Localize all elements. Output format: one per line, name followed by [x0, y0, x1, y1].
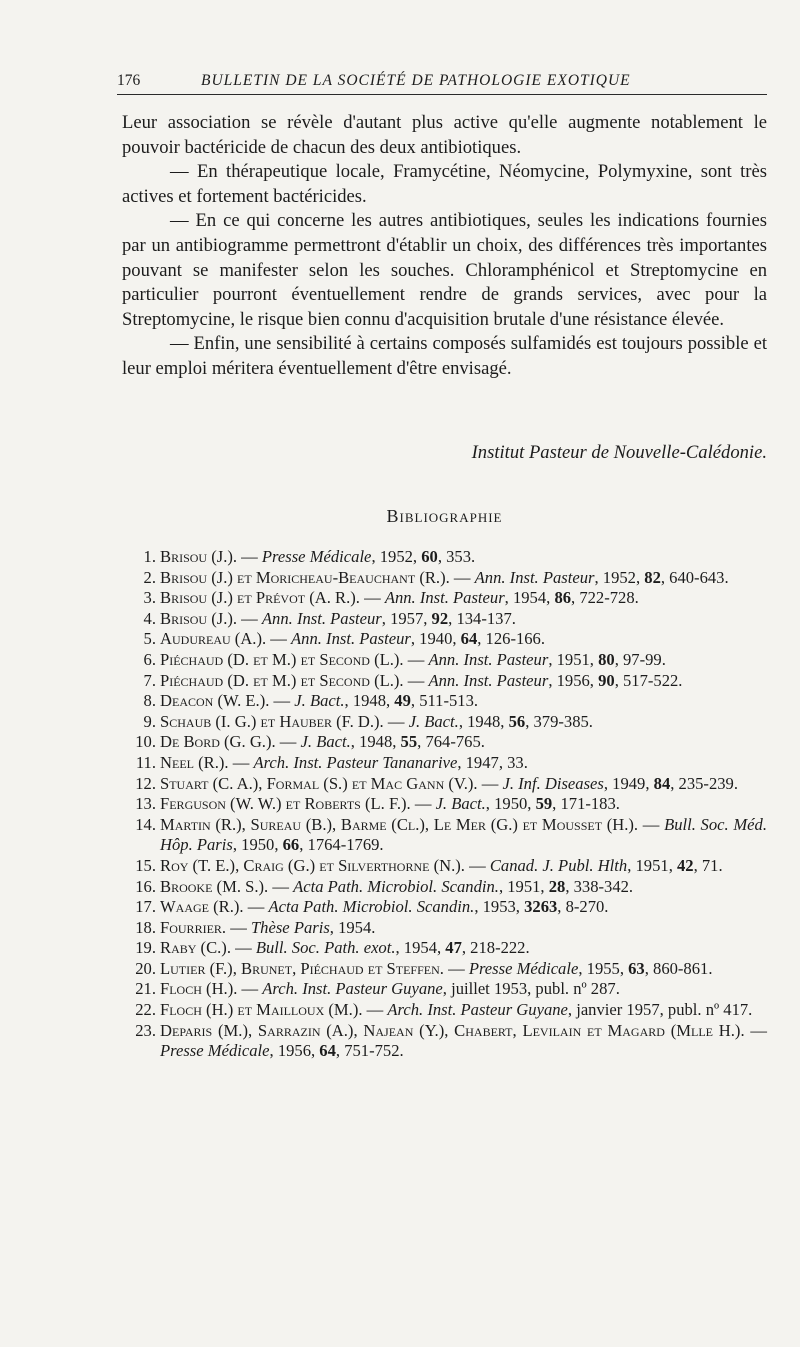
reference-pages: , 8-270.: [557, 897, 609, 917]
reference-details: , 1953,: [474, 897, 525, 917]
reference-item: [122, 918, 767, 939]
reference-details: , 1952,: [594, 567, 645, 587]
reference-details: , 1950,: [485, 794, 536, 814]
reference-volume: 63: [628, 958, 645, 978]
reference-authors: Martin (R.), Sureau (B.), Barme (Cl.), Le Mer (G.) et Mousset (H.).: [160, 814, 639, 834]
reference-item: [122, 897, 767, 918]
reference-volume: 64: [460, 629, 478, 649]
reference-details: , 1949,: [603, 773, 654, 793]
reference-source: J. Bact.: [300, 732, 351, 752]
reference-details: , 1952,: [371, 547, 422, 566]
reference-pages: , 860-861.: [644, 958, 713, 978]
reference-authors: Deacon (W. E.).: [160, 691, 270, 711]
reference-source: Bull. Soc. Path. exot.: [255, 938, 396, 958]
reference-details: , 1948,: [458, 711, 509, 731]
body-text: [122, 111, 767, 382]
paragraph: — En thérapeutique locale, Framycétine, Néomycine, Polymyxine, sont très actives et fortement bactéricides.: [122, 161, 767, 207]
reference-authors: Stuart (C. A.), Formal (S.) et Mac Gann (V.).: [160, 773, 478, 793]
reference-source: Bull. Soc. Méd. Hôp. Paris: [160, 814, 767, 855]
reference-number: 8.: [143, 691, 156, 711]
reference-item: [122, 712, 767, 733]
reference-number: 4.: [143, 608, 156, 628]
reference-source: Ann. Inst. Pasteur: [291, 629, 411, 649]
reference-details: , 1955,: [578, 958, 629, 978]
reference-details: , 1956,: [269, 1041, 320, 1061]
running-header: [117, 68, 767, 95]
reference-pages: , 517-522.: [614, 670, 683, 690]
reference-item: [122, 959, 767, 980]
reference-volume: 60: [421, 547, 438, 566]
reference-separator: —: [266, 629, 292, 649]
reference-authors: Roy (T. E.), Craig (G.) et Silverthorne (N.).: [160, 855, 465, 875]
reference-separator: —: [237, 979, 263, 999]
reference-pages: , 640-643.: [660, 567, 729, 587]
reference-number: 5.: [143, 629, 156, 649]
bibliography-title: Bibliographie: [386, 506, 503, 526]
journal-title: BULLETIN DE LA SOCIÉTÉ DE PATHOLOGIE EXOTIQUE: [201, 72, 631, 89]
reference-number: 17.: [135, 897, 156, 917]
reference-source: Arch. Inst. Pasteur Guyane: [387, 1000, 568, 1020]
reference-details: , janvier 1957, publ. nº 417.: [567, 1000, 753, 1020]
reference-separator: —: [237, 608, 262, 628]
reference-volume: 42: [676, 855, 694, 875]
reference-number: 11.: [135, 752, 156, 772]
reference-separator: —: [237, 547, 262, 566]
reference-authors: Schaub (I. G.) et Hauber (F. D.).: [160, 711, 384, 731]
reference-number: 13.: [135, 794, 156, 814]
reference-item: [122, 753, 767, 774]
reference-source: J. Bact.: [408, 711, 459, 731]
reference-authors: Ferguson (W. W.) et Roberts (L. F.).: [160, 794, 411, 814]
reference-details: , 1957,: [381, 608, 432, 628]
reference-source: Presse Médicale: [468, 958, 579, 978]
reference-separator: —: [275, 732, 301, 752]
reference-pages: , 171-183.: [552, 794, 620, 814]
reference-source: Thèse Paris: [250, 917, 330, 937]
reference-item: [122, 794, 767, 815]
reference-separator: —: [410, 794, 436, 814]
reference-item: [122, 938, 767, 959]
reference-separator: —: [230, 938, 256, 958]
reference-item: [122, 691, 767, 712]
reference-source: Ann. Inst. Pasteur: [384, 588, 505, 608]
reference-authors: Raby (C.).: [160, 938, 231, 958]
reference-authors: Brisou (J.).: [160, 608, 238, 628]
reference-pages: , 338-342.: [565, 876, 634, 896]
reference-separator: —: [403, 670, 429, 690]
reference-number: 10.: [135, 732, 156, 752]
reference-pages: , 751-752.: [335, 1041, 404, 1061]
paragraph: — Enfin, une sensibilité à certains composés sulfamidés est toujours possible et leur emploi méritera éventuellement d'être envisagé.: [122, 333, 767, 379]
reference-separator: —: [228, 752, 254, 772]
reference-number: 6.: [143, 649, 156, 669]
reference-authors: Fourrier.: [160, 917, 227, 937]
reference-item: [122, 568, 767, 589]
reference-item: [122, 650, 767, 671]
reference-separator: —: [477, 773, 503, 793]
reference-list: [122, 547, 767, 1062]
reference-number: 1.: [143, 547, 156, 566]
reference-volume: 90: [598, 670, 615, 690]
reference-authors: Waage (R.).: [160, 897, 244, 917]
reference-details: , 1948,: [350, 732, 401, 752]
reference-number: 22.: [135, 1000, 156, 1020]
reference-details: , 1951,: [548, 649, 599, 669]
reference-details: , 1954,: [395, 938, 446, 958]
reference-pages: , 235-239.: [670, 773, 738, 793]
reference-details: , 1951,: [627, 855, 677, 875]
reference-item: [122, 1000, 767, 1021]
reference-authors: Deparis (M.), Sarrazin (A.), Najean (Y.), Chabert, Levilain et Magard (Mlle H.).: [160, 1020, 745, 1040]
reference-number: 3.: [143, 588, 156, 608]
reference-separator: —: [359, 588, 385, 608]
reference-volume: 92: [431, 608, 449, 628]
reference-authors: Piéchaud (D. et M.) et Second (L.).: [160, 670, 404, 690]
reference-item: [122, 774, 767, 795]
reference-number: 12.: [135, 773, 156, 793]
reference-pages: , 134-137.: [448, 608, 516, 628]
reference-authors: Brisou (J.).: [160, 547, 238, 566]
reference-number: 7.: [143, 670, 156, 690]
reference-item: [122, 877, 767, 898]
institution-signature: Institut Pasteur de Nouvelle-Calédonie.: [471, 442, 767, 463]
reference-number: 14.: [135, 814, 156, 834]
reference-authors: De Bord (G. G.).: [160, 732, 276, 752]
reference-source: Arch. Inst. Pasteur Guyane: [262, 979, 443, 999]
reference-volume: 3263: [524, 897, 558, 917]
reference-item: [122, 588, 767, 609]
reference-authors: Floch (H.) et Mailloux (M.).: [160, 1000, 363, 1020]
reference-pages: , 97-99.: [614, 649, 666, 669]
reference-number: 19.: [135, 938, 156, 958]
reference-source: J. Bact.: [294, 691, 345, 711]
reference-separator: —: [269, 691, 295, 711]
reference-source: Canad. J. Publ. Hlth: [489, 855, 628, 875]
reference-source: Ann. Inst. Pasteur: [428, 670, 549, 690]
paragraph: Leur association se révèle d'autant plus active qu'elle augmente notablement le pouvoir bactéricide de chacun des deux antibiotiques.: [122, 112, 767, 158]
reference-separator: —: [362, 1000, 388, 1020]
reference-separator: —: [464, 855, 490, 875]
reference-source: J. Inf. Diseases: [502, 773, 604, 793]
reference-pages: , 511-513.: [410, 691, 479, 711]
reference-pages: , 353.: [437, 547, 476, 566]
reference-separator: —: [243, 897, 269, 917]
reference-volume: 66: [282, 835, 300, 855]
reference-item: [122, 609, 767, 630]
reference-details: , 1947,: [457, 752, 508, 772]
reference-details: , 1954,: [504, 588, 555, 608]
reference-details: , 1948,: [344, 691, 395, 711]
reference-item: [122, 671, 767, 692]
reference-item: [122, 856, 767, 877]
reference-pages: 33.: [507, 752, 528, 772]
reference-number: 21.: [135, 979, 156, 999]
paragraph: — En ce qui concerne les autres antibiotiques, seules les indications fournies par un antibiogramme permettront d'établir un choix, des différences très importantes pouvant se manifester selon les souches. Chloramphénicol et Streptomycine en particulier pourront éventuellement rendre de grands services, avec pour la Streptomycine, le risque bien connu d'acquisition brutale d'une résistance élevée.: [122, 210, 767, 330]
reference-item: [122, 629, 767, 650]
reference-volume: 47: [445, 938, 462, 958]
reference-source: Acta Path. Microbiol. Scandin.: [293, 876, 499, 896]
reference-item: [122, 815, 767, 856]
reference-item: [122, 547, 767, 568]
reference-volume: 64: [319, 1041, 336, 1061]
reference-pages: , 126-166.: [477, 629, 546, 649]
reference-pages: , 71.: [693, 855, 723, 875]
reference-source: Arch. Inst. Pasteur Tananarive: [253, 752, 458, 772]
reference-source: J. Bact.: [435, 794, 486, 814]
reference-number: 16.: [135, 876, 156, 896]
reference-separator: —: [226, 917, 251, 937]
reference-pages: , 764-765.: [417, 732, 485, 752]
reference-authors: Audureau (A.).: [160, 629, 267, 649]
reference-source: Ann. Inst. Pasteur: [261, 608, 382, 628]
reference-number: 9.: [143, 711, 156, 731]
reference-volume: 84: [653, 773, 671, 793]
reference-number: 23.: [135, 1020, 156, 1040]
reference-pages: , 722-728.: [571, 588, 639, 608]
reference-authors: Piéchaud (D. et M.) et Second (L.).: [160, 649, 404, 669]
reference-volume: 49: [394, 691, 411, 711]
reference-details: , juillet 1953, publ. nº 287.: [442, 979, 620, 999]
reference-separator: —: [638, 814, 665, 834]
reference-item: [122, 1021, 767, 1062]
page-number: 176: [117, 72, 141, 89]
reference-separator: —: [383, 711, 409, 731]
reference-details: , 1954.: [329, 917, 376, 937]
reference-details: , 1956,: [548, 670, 599, 690]
reference-source: Ann. Inst. Pasteur: [428, 649, 549, 669]
reference-authors: Brisou (J.) et Moricheau-Beauchant (R.).: [160, 567, 450, 587]
reference-separator: —: [449, 567, 475, 587]
reference-number: 20.: [135, 958, 156, 978]
reference-item: [122, 732, 767, 753]
reference-volume: 28: [548, 876, 566, 896]
reference-separator: —: [744, 1020, 767, 1040]
reference-separator: —: [443, 958, 469, 978]
reference-details: , 1950,: [232, 835, 283, 855]
reference-details: , 1940,: [410, 629, 461, 649]
reference-authors: Brooke (M. S.).: [160, 876, 269, 896]
reference-details: , 1951,: [498, 876, 549, 896]
reference-separator: —: [403, 649, 429, 669]
reference-source: Presse Médicale: [160, 1041, 270, 1061]
reference-authors: Neel (R.).: [160, 752, 229, 772]
reference-volume: 82: [644, 567, 661, 587]
reference-source: Presse Médicale: [261, 547, 372, 566]
reference-volume: 59: [535, 794, 553, 814]
reference-volume: 86: [554, 588, 572, 608]
reference-source: Acta Path. Microbiol. Scandin.: [268, 897, 475, 917]
reference-pages: , 1764-1769.: [299, 835, 384, 855]
reference-number: 18.: [135, 917, 156, 937]
reference-item: [122, 979, 767, 1000]
reference-pages: , 379-385.: [525, 711, 593, 731]
reference-pages: , 218-222.: [461, 938, 530, 958]
reference-number: 15.: [135, 855, 156, 875]
reference-volume: 56: [508, 711, 526, 731]
reference-authors: Brisou (J.) et Prévot (A. R.).: [160, 588, 360, 608]
reference-authors: Lutier (F.), Brunet, Piéchaud et Steffen.: [160, 958, 444, 978]
reference-source: Ann. Inst. Pasteur: [474, 567, 595, 587]
reference-volume: 80: [598, 649, 615, 669]
reference-volume: 55: [400, 732, 418, 752]
reference-number: 2.: [143, 567, 156, 587]
reference-authors: Floch (H.).: [160, 979, 238, 999]
reference-separator: —: [268, 876, 294, 896]
